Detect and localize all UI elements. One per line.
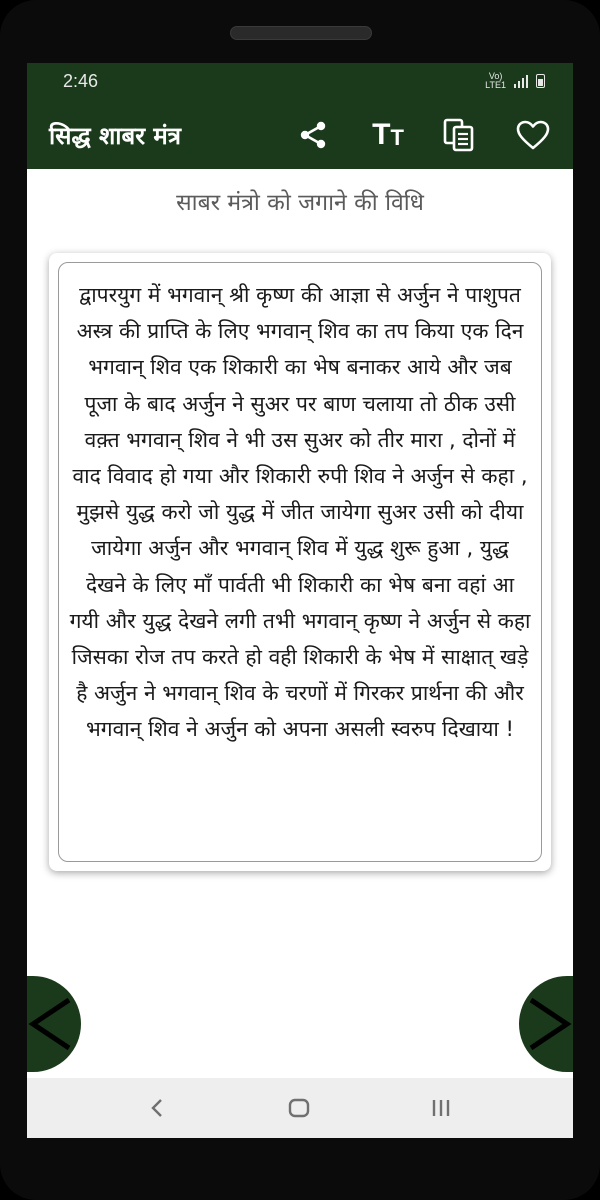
content-body: द्वापरयुग में भगवान् श्री कृष्ण की आज्ञा से अर्जुन ने पाशुपत अस्त्र की प्राप्ति के लिए भगवान् शिव का तप किया एक दिन भगवान् शिव एक शिकारी का भेष बनाकर आये और जब पूजा के बाद अर्जुन ने सुअर पर बाण चलाया तो ठीक उसी वक़्त भगवान् शिव ने भी उस सुअर को तीर मारा , दोनों में वाद विवाद हो गया और शिकारी रुपी शिव ने अर्जुन से कहा , मुझसे युद्ध करो जो युद्ध में जीत जायेगा सुअर उसी को दीया जायेगा अर्जुन और भगवान् शिव में युद्ध शुरू हुआ , युद्ध देखने के लिए माँ पार्वती भी शिकारी का भेष बना वहां आ गयी और युद्ध देखने लगी तभी भगवान् कृष्ण ने अर्जुन से कहा जिसका रोज तप करते हो वही शिकारी के भेष में साक्षात् खड़े है अर्जुन ने भगवान् शिव के चरणों में गिरकर प्रार्थना की और भगवान् शिव ने अर्जुन को अपना असली स्वरुप दिखाया ! [69, 283, 531, 742]
system-home-icon[interactable] [279, 1093, 319, 1123]
heart-icon[interactable] [513, 115, 553, 155]
text-size-icon[interactable] [363, 115, 413, 155]
chevron-right-icon [519, 976, 573, 1072]
content-heading: साबर मंत्रो को जगाने की विधि [176, 190, 424, 216]
app-bar [27, 101, 573, 169]
status-icons [485, 72, 545, 90]
next-button[interactable] [519, 976, 573, 1072]
share-icon[interactable] [293, 115, 333, 155]
chevron-left-icon [27, 976, 81, 1072]
phone-speaker [230, 26, 372, 40]
system-recents-icon[interactable] [421, 1093, 461, 1123]
copy-icon[interactable] [439, 115, 479, 155]
text-size-small: T [390, 125, 404, 150]
text-size-large: T [372, 118, 391, 151]
battery-icon [536, 74, 545, 88]
content-card [49, 253, 551, 871]
screen [27, 63, 573, 1138]
app-title: सिद्ध शाबर मंत्र [49, 122, 181, 150]
previous-button[interactable] [27, 976, 81, 1072]
network-indicator: Vo) LTE1 [485, 71, 506, 90]
system-back-icon[interactable] [137, 1093, 177, 1123]
signal-icon [514, 74, 528, 88]
content-card-inner [58, 262, 542, 862]
status-bar [27, 63, 573, 101]
system-navigation-bar [27, 1078, 573, 1138]
status-time: 2:46 [63, 71, 99, 91]
